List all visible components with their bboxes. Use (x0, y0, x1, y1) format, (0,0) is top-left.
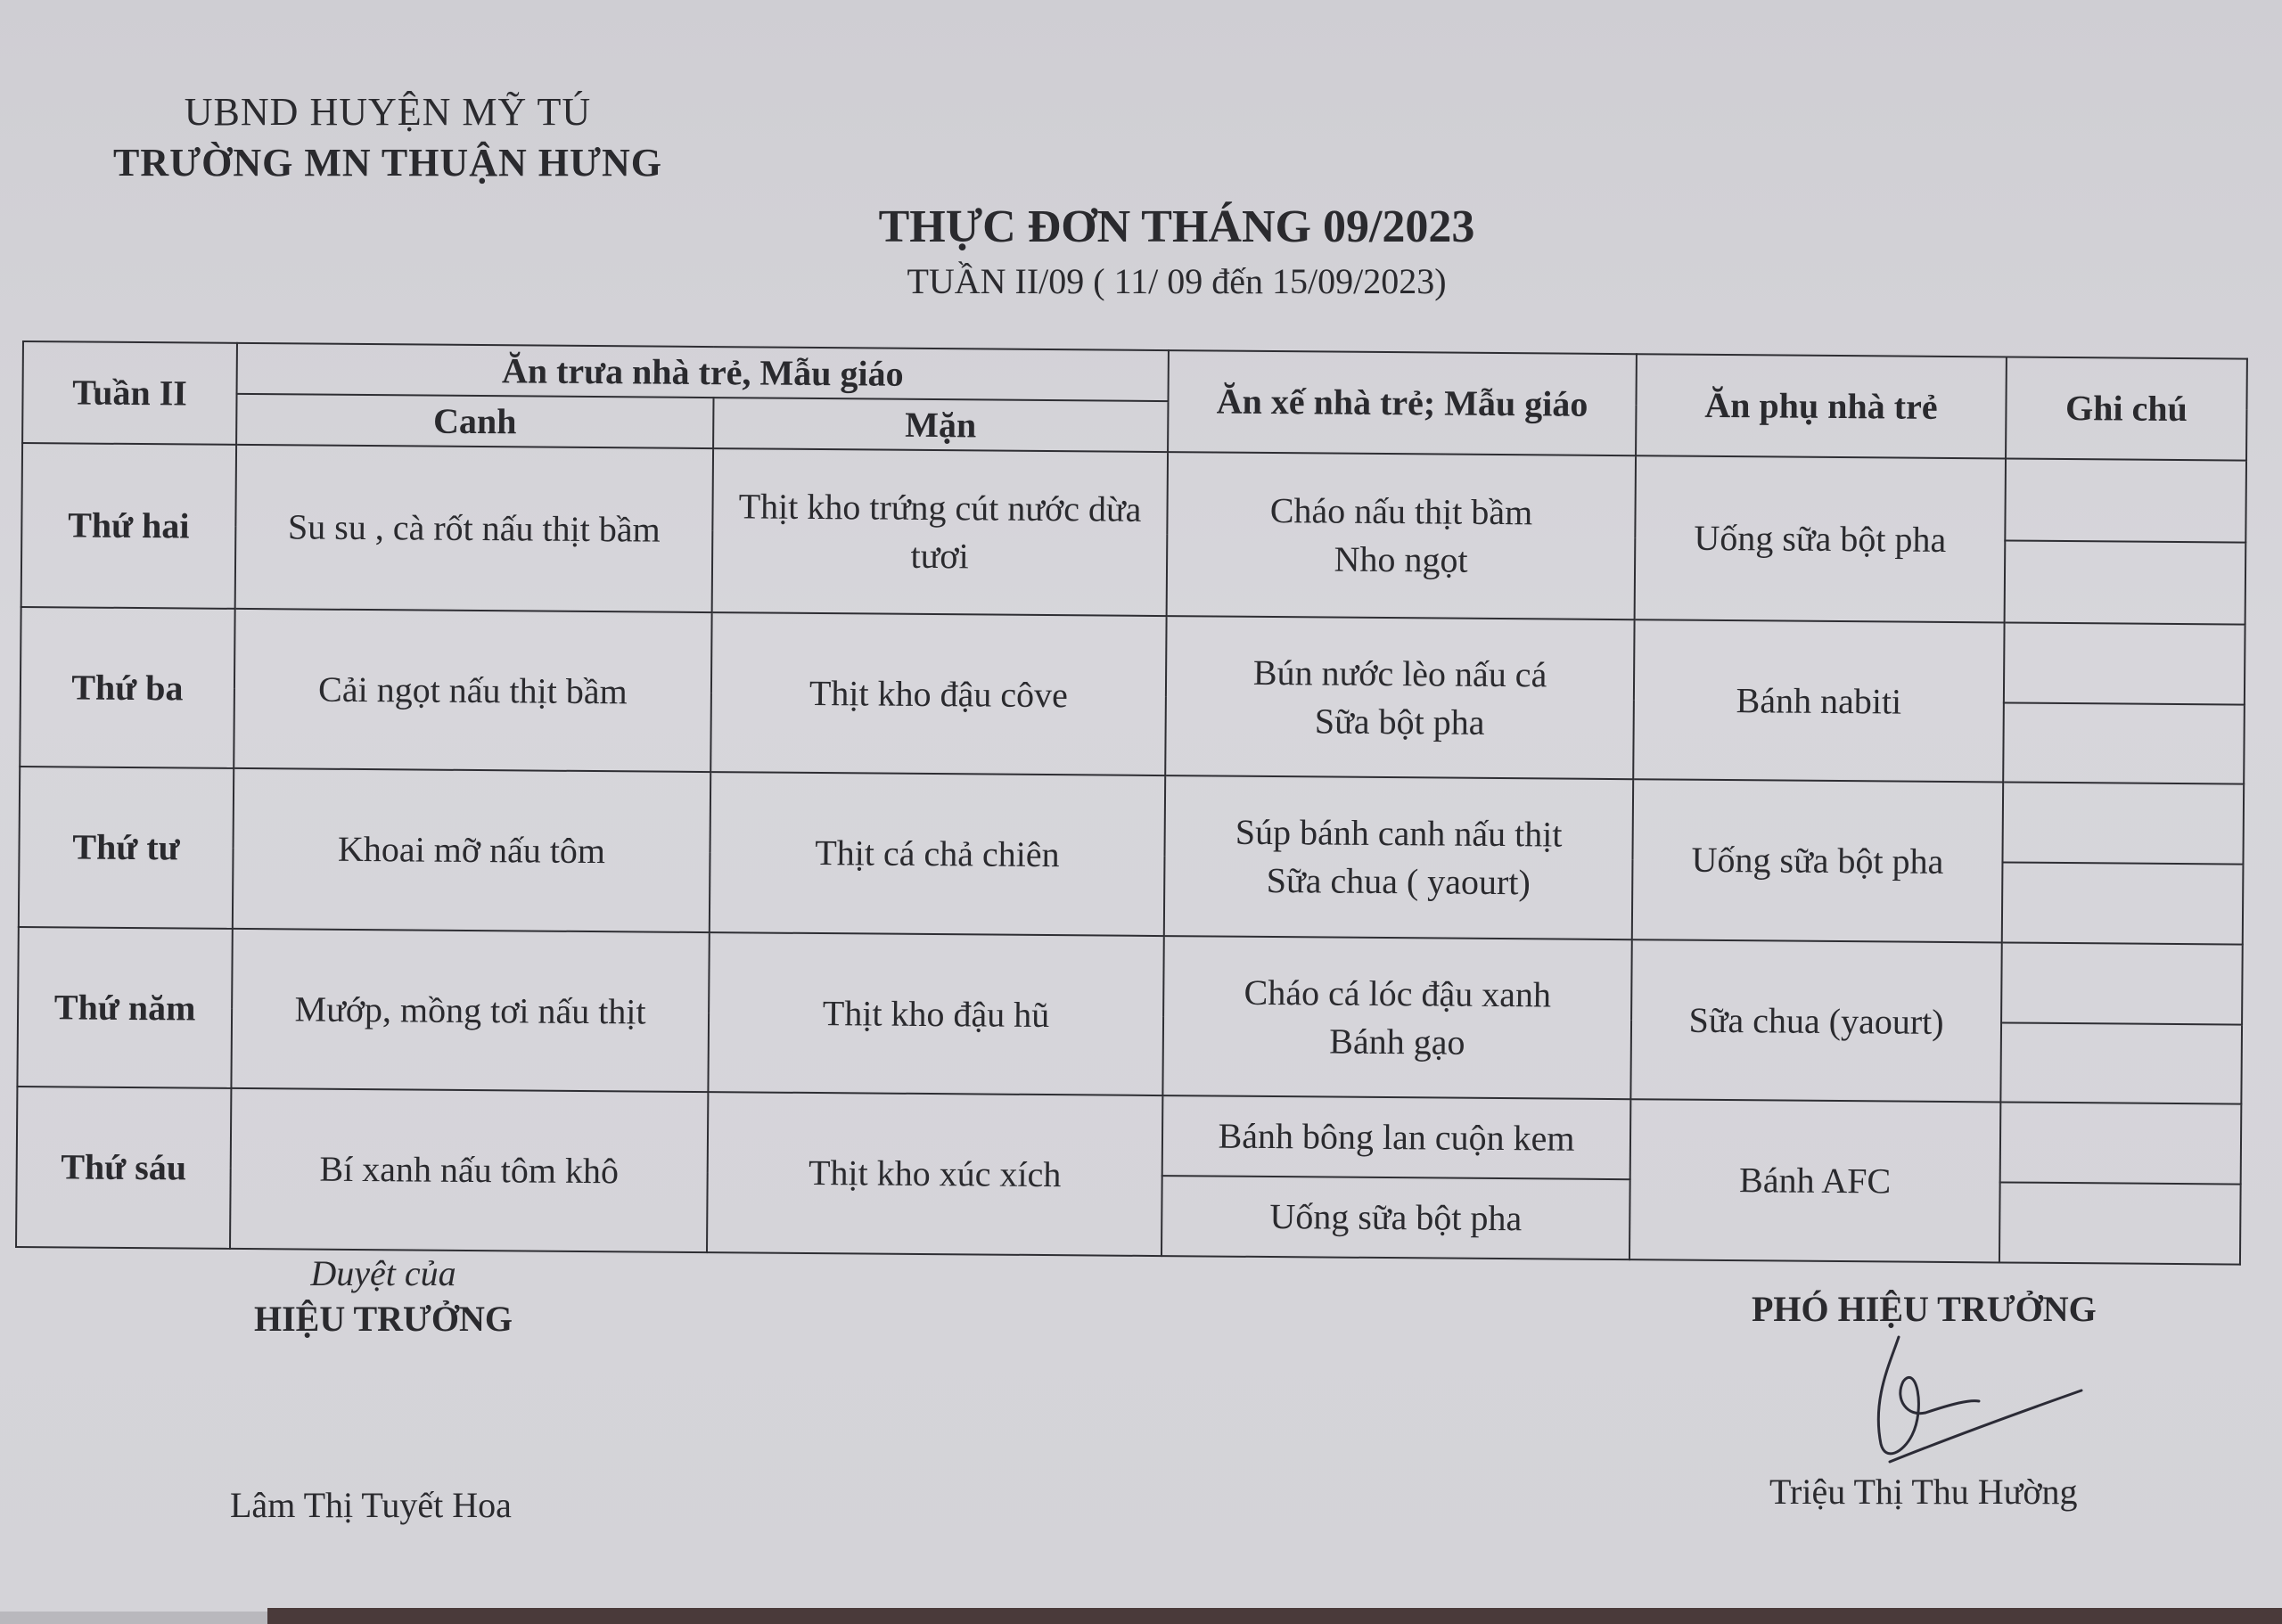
savory-cell: Thịt cá chả chiên (710, 772, 1165, 936)
note-cell (2004, 622, 2245, 704)
handwritten-signature (1863, 1328, 2095, 1480)
snack-cell (1167, 452, 1636, 619)
note-cell (2000, 1022, 2242, 1104)
header-snack: Ăn xế nhà trẻ; Mẫu giáo (1168, 350, 1637, 455)
principal-approval (214, 1252, 553, 1340)
savory-cell: Thịt kho trứng cút nước dừa tươi (712, 448, 1168, 616)
snack-cell: Bánh bông lan cuộn kem (1162, 1095, 1631, 1179)
header-week: Tuần II (22, 341, 237, 445)
table-surface (267, 1608, 2282, 1624)
snack-cell (1164, 775, 1633, 939)
snack-item: Sữa bột pha (1314, 700, 1485, 742)
menu-week: TUẦN II/09 ( 11/ 09 đến 15/09/2023) (907, 261, 1447, 301)
menu-title-block (713, 201, 1640, 302)
note-cell (2005, 540, 2246, 624)
table-row (21, 443, 2246, 542)
menu-title: THỰC ĐƠN THÁNG 09/2023 (878, 201, 1475, 252)
snack-item: Súp bánh canh nấu thịt (1235, 811, 1563, 855)
approval-note: Duyệt của (310, 1253, 456, 1293)
snack-item: Cháo nấu thịt bầm (1269, 490, 1533, 533)
vice-principal-name: Triệu Thị Thu Hường (1769, 1472, 2078, 1512)
school-name: TRƯỜNG MN THUẬN HƯNG (112, 141, 663, 185)
soup-cell: Mướp, mồng tơi nấu thịt (231, 929, 709, 1093)
snack-item: Cháo cá lóc đậu xanh (1244, 972, 1552, 1015)
savory-cell: Thịt kho đậu hũ (708, 932, 1163, 1096)
day-cell: Thứ hai (21, 443, 236, 608)
extra-cell: Bánh AFC (1629, 1100, 2000, 1263)
note-cell (2002, 863, 2244, 945)
snack-item: Bánh gạo (1329, 1021, 1465, 1062)
soup-cell: Bí xanh nấu tôm khô (230, 1088, 708, 1252)
extra-cell: Sữa chua (yaourt) (1630, 939, 2001, 1103)
header-lunch: Ăn trưa nhà trẻ, Mẫu giáo (237, 343, 1169, 401)
principal-title: HIỆU TRƯỞNG (253, 1299, 513, 1339)
day-cell: Thứ năm (17, 927, 232, 1088)
table-row (17, 1087, 2242, 1184)
header-soup: Canh (236, 394, 713, 448)
header-extra: Ăn phụ nhà trẻ (1636, 354, 2007, 458)
savory-cell: Thịt kho đậu côve (710, 612, 1166, 776)
snack-cell (1165, 616, 1634, 780)
header-note: Ghi chú (2006, 357, 2247, 460)
authority-name: UBND HUYỆN MỸ TÚ (184, 90, 592, 134)
day-cell: Thứ tư (19, 767, 234, 928)
snack-cell: Uống sữa bột pha (1162, 1176, 1630, 1259)
table-row (20, 767, 2245, 864)
school-header (85, 89, 691, 185)
weekly-menu-table (15, 340, 2248, 1266)
soup-cell: Cải ngọt nấu thịt bầm (234, 609, 711, 773)
extra-cell: Uống sữa bột pha (1632, 780, 2003, 943)
note-cell (2002, 783, 2244, 865)
note-cell (2003, 702, 2245, 784)
snack-item: Nho ngọt (1334, 538, 1468, 580)
extra-cell: Bánh nabiti (1633, 619, 2004, 783)
snack-item: Sữa chua ( yaourt) (1266, 860, 1531, 903)
soup-cell: Khoai mỡ nấu tôm (233, 768, 710, 932)
day-cell: Thứ ba (20, 607, 234, 768)
vice-principal-title: PHÓ HIỆU TRƯỞNG (1752, 1289, 2097, 1329)
savory-cell: Thịt kho xúc xích (707, 1092, 1162, 1256)
principal-name: Lâm Thị Tuyết Hoa (230, 1485, 512, 1525)
table-row (21, 607, 2245, 704)
table-row (18, 927, 2243, 1024)
extra-cell: Uống sữa bột pha (1635, 455, 2006, 622)
note-cell (2000, 1103, 2242, 1185)
note-cell (2001, 942, 2243, 1024)
snack-item: Bún nước lèo nấu cá (1252, 652, 1547, 695)
soup-cell: Su su , cà rốt nấu thịt bầm (235, 445, 713, 612)
header-savory: Mặn (713, 398, 1168, 452)
note-cell (1999, 1183, 2241, 1265)
note-cell (2005, 459, 2246, 543)
day-cell: Thứ sáu (16, 1087, 231, 1248)
snack-cell (1162, 936, 1631, 1100)
